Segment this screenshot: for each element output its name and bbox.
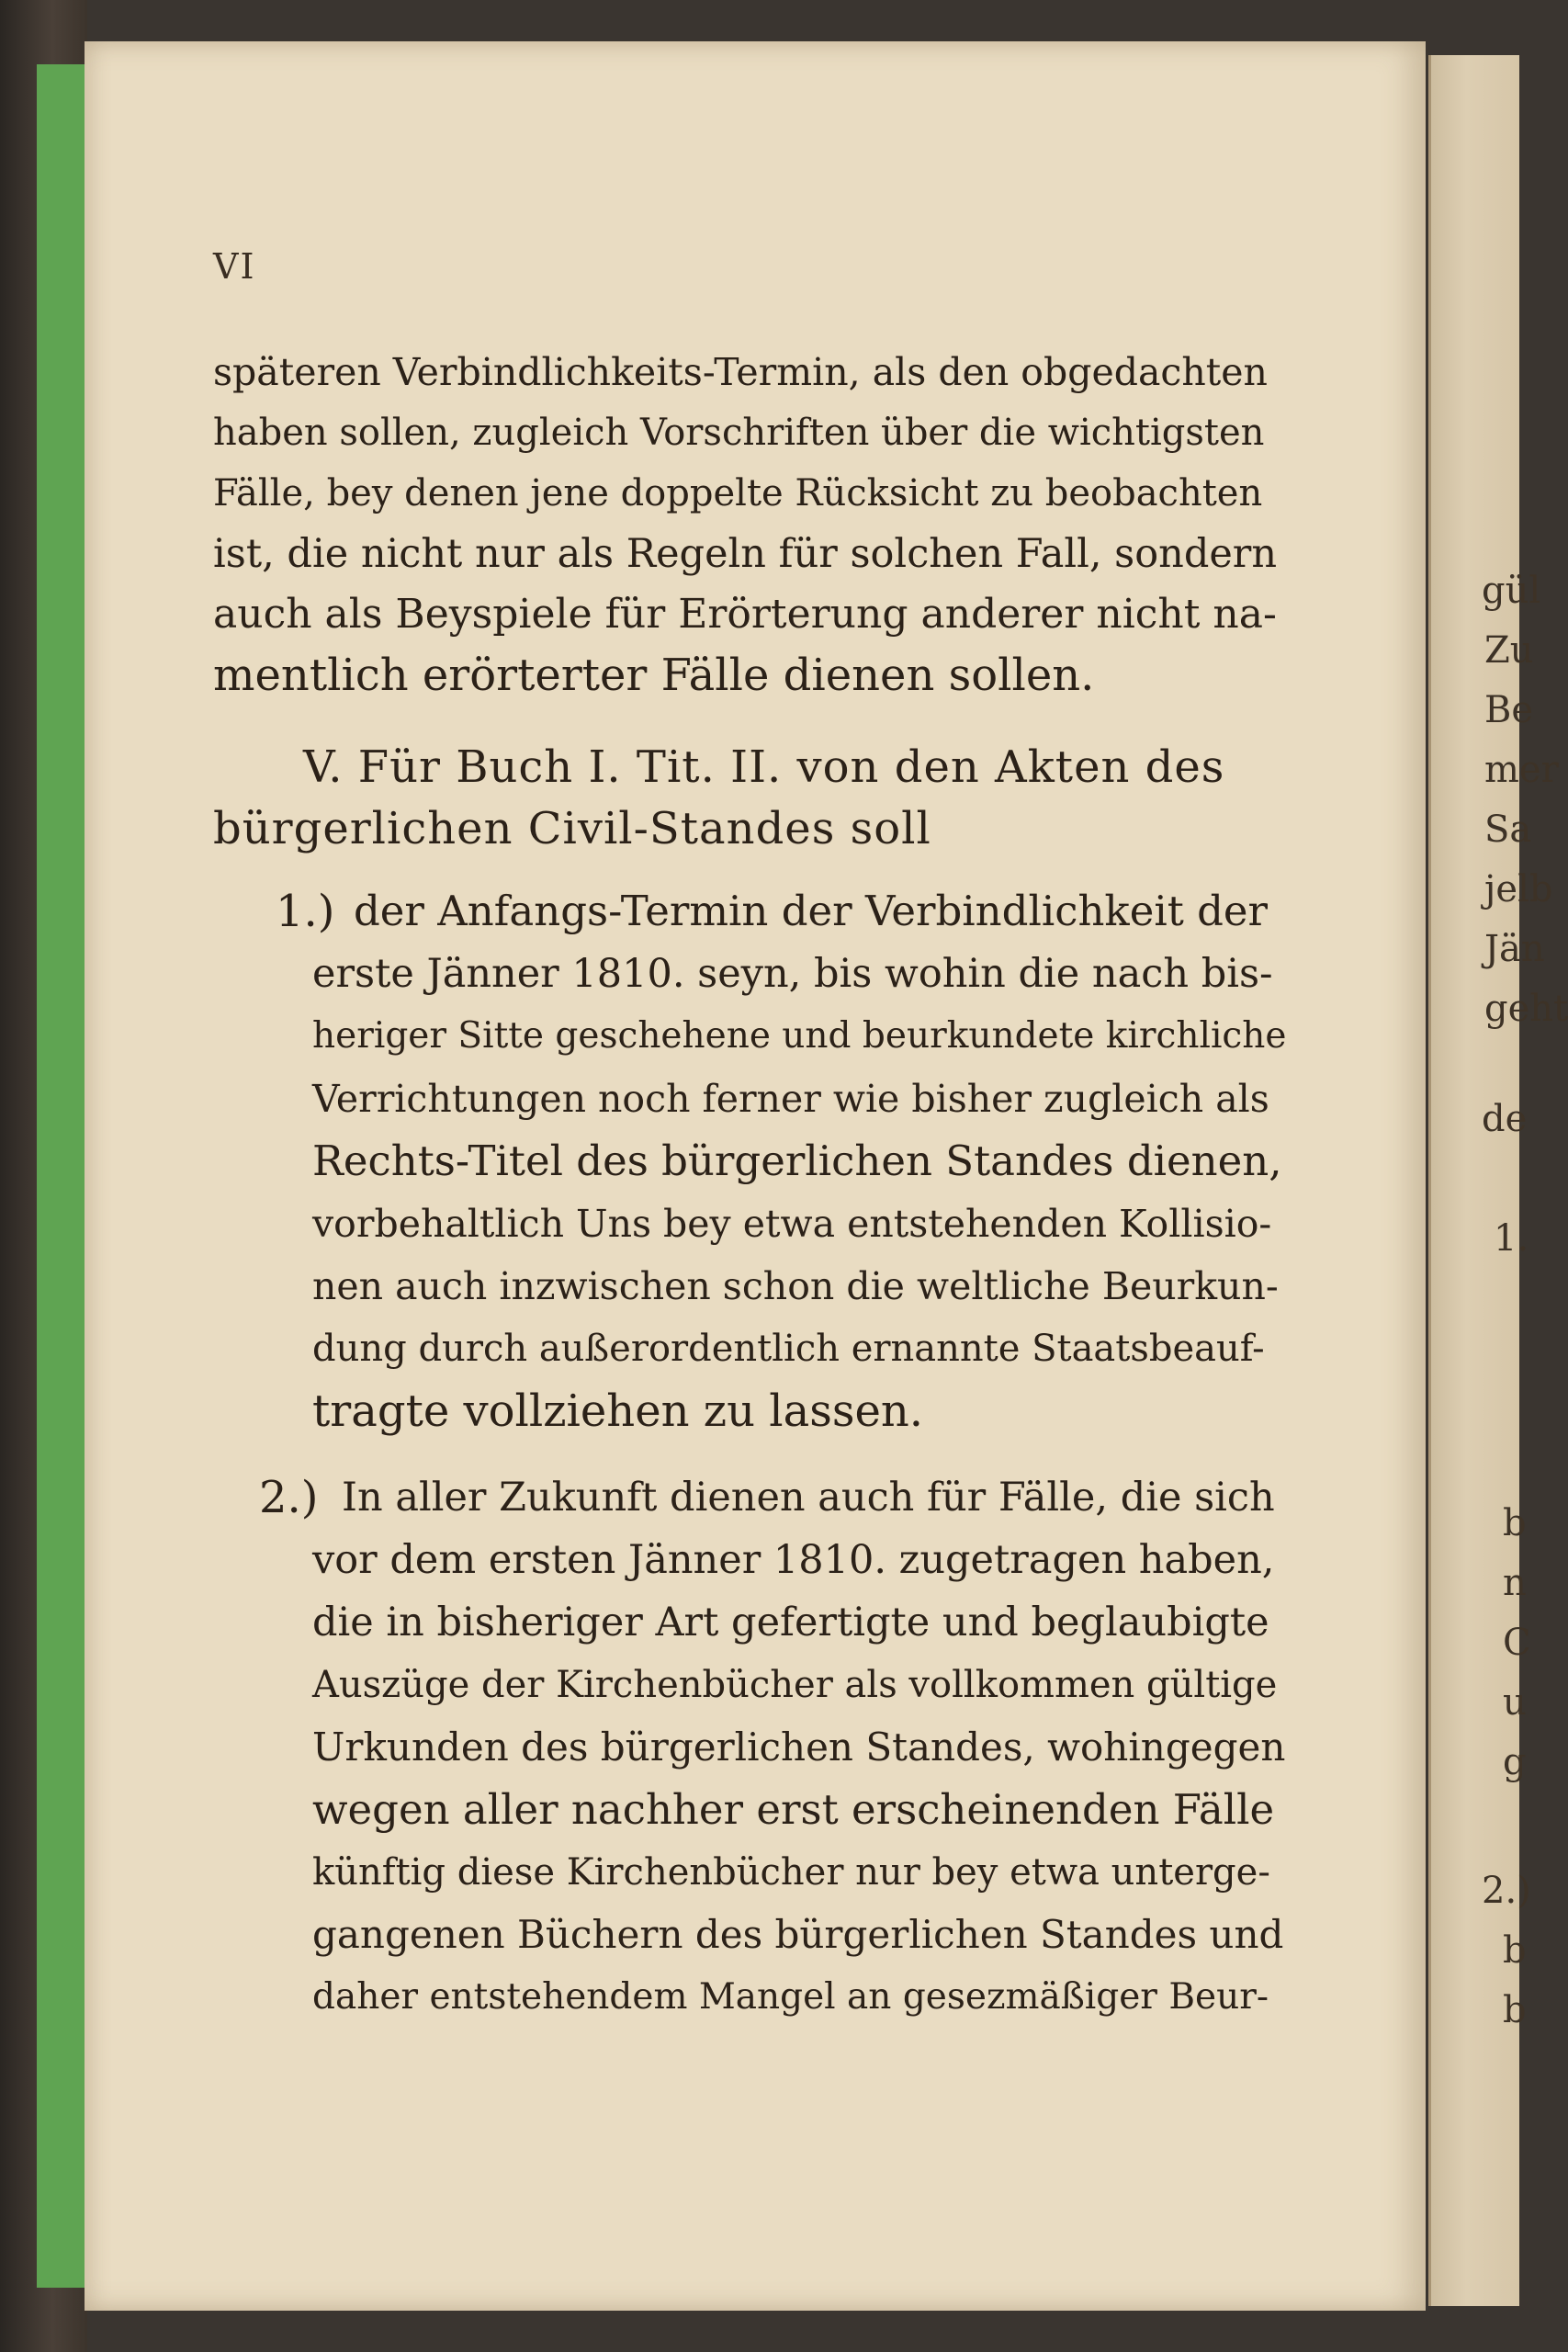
facing-page-fragment: n [1503,1562,1527,1604]
item-text-line: wegen aller nachher erst erscheinenden Fälle [312,1785,1275,1834]
facing-page-fragment: u [1503,1681,1527,1724]
book-cover-green-edge [37,64,92,2288]
item-text-line: der Anfangs-Termin der Verbindlichkeit der [354,887,1269,935]
item-text-line: Verrichtungen noch ferner wie bisher zugleich als [312,1077,1269,1121]
section-heading: bürgerlichen Civil-Standes soll [213,803,931,854]
text-line: ist, die nicht nur als Regeln für solchen Fall, sondern [213,531,1278,577]
section-heading: V. Für Buch I. Tit. II. von den Akten des [303,741,1225,793]
item-text-line: erste Jänner 1810. seyn, bis wohin die nach bis- [312,951,1273,997]
page-number: VI [213,246,256,287]
facing-page-fragment: C [1503,1622,1531,1664]
item-number: 1.) [276,886,335,937]
text-line: späteren Verbindlichkeits-Termin, als den obgedachten [213,350,1268,394]
facing-page-fragment: b [1503,1989,1527,2031]
item-text-line: tragte vollziehen zu lassen. [312,1385,924,1437]
text-line: haben sollen, zugleich Vorschriften über die wichtigsten [213,412,1265,454]
item-number: 2.) [259,1472,319,1523]
item-text-line: dung durch außerordentlich ernannte Staatsbeauf- [312,1328,1265,1370]
item-text-line: nen auch inzwischen schon die weltliche Beurkun- [312,1264,1279,1308]
facing-page-edge [1428,55,1568,2306]
facing-page-fragment: b [1503,1502,1527,1544]
facing-page-fragment: mer [1484,749,1559,791]
item-text-line: gangenen Büchern des bürgerlichen Standes und [312,1912,1284,1957]
item-text-line: In aller Zukunft dienen auch für Fälle, die sich [342,1475,1275,1521]
facing-page-fragment: Zu [1484,629,1534,672]
item-text-line: Auszüge der Kirchenbücher als vollkommen gültige [312,1664,1278,1706]
item-text-line: vor dem ersten Jänner 1810. zugetragen haben, [312,1537,1275,1583]
text-line: mentlich erörterter Fälle dienen sollen. [213,650,1095,701]
item-text-line: die in bisheriger Art gefertigte und beglaubigte [312,1600,1269,1645]
facing-page-fragment: g [1503,1741,1527,1783]
facing-page-fragment: gül [1482,570,1541,612]
item-text-line: daher entstehendem Mangel an gesezmäßiger Beur- [312,1976,1269,2018]
facing-page-fragment: jelb [1484,868,1553,910]
item-text-line: Urkunden des bürgerlichen Standes, wohingegen [312,1724,1286,1770]
facing-page-fragment: de [1482,1098,1528,1140]
facing-page-fragment: Be [1484,689,1534,731]
facing-page-fragment: Sa [1484,808,1532,851]
item-text-line: künftig diese Kirchenbücher nur bey etwa unterge- [312,1851,1270,1894]
item-text-line: vorbehaltlich Uns bey etwa entstehenden Kollisio- [312,1202,1272,1246]
text-line: Fälle, bey denen jene doppelte Rücksicht zu beobachten [213,472,1263,514]
text-line: auch als Beyspiele für Erörterung anderer nicht na- [213,591,1277,638]
facing-page-fragment: Jän [1484,928,1545,970]
item-text-line: heriger Sitte geschehene und beurkundete kirchliche [312,1015,1287,1057]
facing-page-fragment: 1. [1494,1217,1529,1260]
facing-page-fragment: geht [1484,988,1568,1030]
facing-page-fragment: 2.) [1482,1870,1531,1912]
item-text-line: Rechts-Titel des bürgerlichen Standes dienen, [312,1136,1282,1185]
facing-page-fragment: b [1503,1929,1527,1972]
